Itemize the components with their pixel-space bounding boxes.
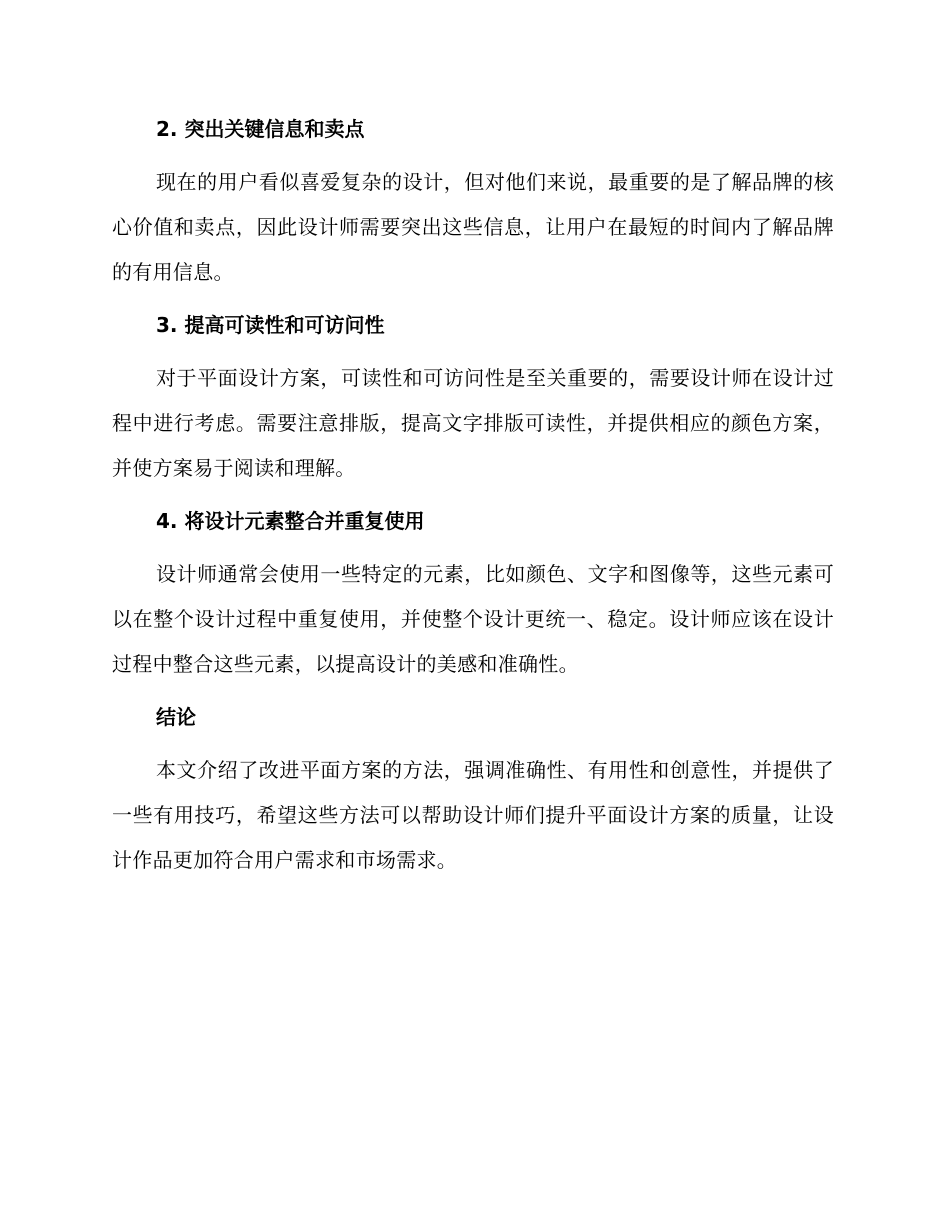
document-body (112, 112, 834, 883)
section-heading-3: 3. 提高可读性和可访问性 (156, 313, 385, 337)
section-heading-2: 2. 突出关键信息和卖点 (156, 117, 365, 141)
section-paragraph-2: 现在的用户看似喜爱复杂的设计，但对他们来说，最重要的是了解品牌的核心价值和卖点，因此设计师需要突出这些信息，让用户在最短的时间内了解品牌的有用信息。 (112, 170, 834, 284)
conclusion-paragraph: 本文介绍了改进平面方案的方法，强调准确性、有用性和创意性，并提供了一些有用技巧，希望这些方法可以帮助设计师们提升平面设计方案的质量，让设计作品更加符合用户需求和市场需求。 (112, 758, 834, 872)
section-paragraph-4: 设计师通常会使用一些特定的元素，比如颜色、文字和图像等，这些元素可以在整个设计过程中重复使用，并使整个设计更统一、稳定。设计师应该在设计过程中整合这些元素，以提高设计的美感和准确性。 (112, 562, 834, 676)
conclusion-heading: 结论 (156, 705, 196, 729)
section-paragraph-3: 对于平面设计方案，可读性和可访问性是至关重要的，需要设计师在设计过程中进行考虑。需要注意排版，提高文字排版可读性，并提供相应的颜色方案，并使方案易于阅读和理解。 (112, 366, 834, 480)
section-heading-4: 4. 将设计元素整合并重复使用 (156, 509, 425, 533)
